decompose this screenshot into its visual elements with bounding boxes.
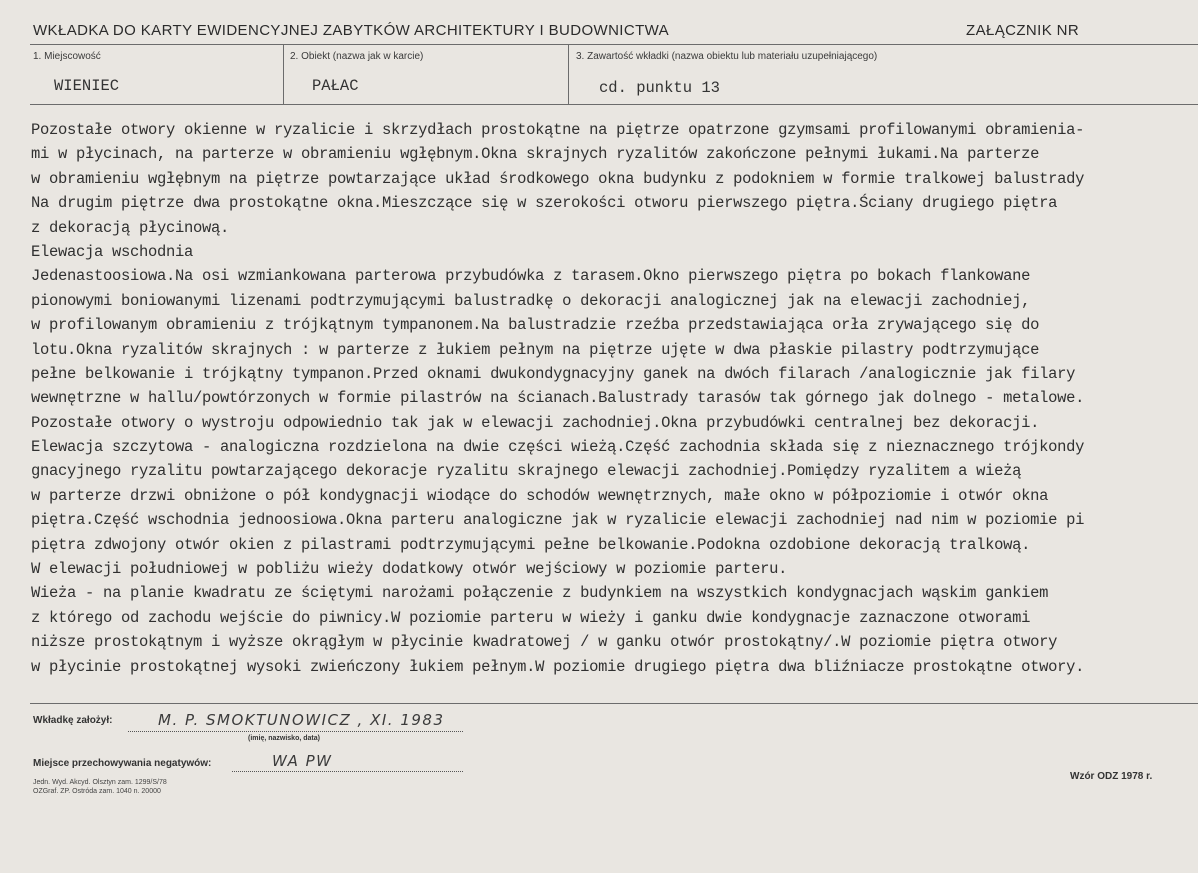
text-line: w parterze drzwi obniżone o pół kondygnacji wiodące do schodów wewnętrznych, małe okno w półpoziomie i otwór okna [31, 486, 1049, 505]
annex-number-label: ZAŁĄCZNIK NR [966, 22, 1080, 39]
text-line: z którego od zachodu wejście do piwnicy.W poziomie parteru w wieży i ganku dwie kondygnacje zaznaczone otworami [31, 608, 1031, 627]
text-line: Jedenastoosiowa.Na osi wzmiankowana parterowa przybudówka z tarasem.Okno pierwszego piętra po bokach flankowane [31, 267, 1031, 286]
object-value: PAŁAC [312, 77, 359, 95]
text-line: niższe prostokątnym i wyższe okrągłym w płycinie kwadratowej / w ganku otwór prostokątny/.W poziomie piętra otwory [31, 633, 1058, 652]
locality-value: WIENIEC [54, 77, 120, 95]
typed-description [31, 118, 1198, 679]
print-info-1: Jedn. Wyd. Akcyd. Olsztyn zam. 1299/S/78 [33, 779, 167, 786]
fields-bottom-rule [30, 104, 1198, 105]
text-line: z dekoracją płycinową. [31, 218, 230, 237]
text-line: Pozostałe otwory okienne w ryzalicie i skrzydłach prostokątne na piętrze opatrzone gzymsami profilowanymi obramienia- [31, 121, 1085, 139]
storage-label: Miejsce przechowywania negatywów: [33, 758, 212, 769]
storage-dotted-line [232, 771, 463, 772]
author-label: Wkładkę założył: [33, 715, 113, 726]
text-line: mi w płycinach, na parterze w obramieniu wgłębnym.Okna skrajnych ryzalitów zakończone pełnymi łukami.Na parterze [31, 145, 1040, 164]
text-line: Elewacja szczytowa - analogiczna rozdzielona na dwie części wieżą.Część zachodnia składa się z nieznacznego trójkondy [31, 438, 1085, 457]
author-dotted-line [128, 731, 463, 732]
field-divider-1 [283, 44, 284, 104]
storage-handwriting: WA PW [272, 752, 333, 770]
text-line: Pozostałe otwory o wystroju odpowiednio tak jak w elewacji zachodniej.Okna przybudówki centralnej bez dekoracji. [31, 413, 1040, 432]
text-line: wewnętrzne w hallu/powtórzonych w formie pilastrów na ścianach.Balustrady tarasów tak górnego jak dolnego - metalowe. [31, 389, 1085, 408]
object-label: 2. Obiekt (nazwa jak w karcie) [290, 51, 424, 62]
form-model: Wzór ODZ 1978 r. [1070, 771, 1153, 782]
text-line: Wieża - na planie kwadratu ze ściętymi narożami połączenie z budynkiem na wszystkich kondygnacjach wąskim gankiem [31, 584, 1049, 603]
text-line: W elewacji południowej w pobliżu wieży dodatkowy otwór wejściowy w poziomie parteru. [31, 560, 788, 579]
text-line: w profilowanym obramieniu z trójkątnym tympanonem.Na balustradzie rzeźba przedstawiająca orła zrywającego się do [31, 316, 1040, 335]
insert-content-label: 3. Zawartość wkładki (nazwa obiektu lub materiału uzupełniającego) [576, 51, 878, 62]
text-line: Elewacja wschodnia [31, 242, 194, 261]
card-title: WKŁADKA DO KARTY EWIDENCYJNEJ ZABYTKÓW ARCHITEKTURY I BUDOWNICTWA [33, 22, 670, 39]
body-bottom-rule [30, 703, 1198, 704]
header-rule [30, 44, 1198, 45]
insert-content-value: cd. punktu 13 [599, 79, 720, 97]
author-handwriting: M. P. SMOKTUNOWICZ , XI. 1983 [158, 711, 445, 729]
text-line: w obramieniu wgłębnym na piętrze powtarzające układ środkowego okna budynku z podokniem w formie tralkowej balustrady [31, 169, 1085, 188]
text-line: w płycinie prostokątnej wysoki zwieńczony łukiem pełnym.W poziomie drugiego piętra dwa bliźniacze prostokątne otwory. [31, 657, 1085, 676]
author-hint: (imię, nazwisko, data) [248, 735, 320, 742]
text-line: piętra zdwojony otwór okien z pilastrami podtrzymującymi pełne belkowanie.Podokna ozdobione dekoracją tralkową. [31, 535, 1031, 554]
text-line: piętra.Część wschodnia jednoosiowa.Okna parteru analogiczne jak w ryzalicie elewacji zachodniej nad nim w poziomie pi [31, 511, 1085, 530]
text-line: Na drugim piętrze dwa prostokątne okna.Mieszczące się w szerokości otworu pierwszego piętra.Ściany drugiego piętra [31, 194, 1058, 213]
text-line: pionowymi boniowanymi lizenami podtrzymującymi balustradkę o dekoracji analogicznej jak na elewacji zachodniej, [31, 291, 1031, 310]
text-line: gnacyjnego ryzalitu powtarzającego dekoracje ryzalitu skrajnego elewacji zachodniej.Pomiędzy ryzalitem a wieżą [31, 462, 1022, 481]
text-line: lotu.Okna ryzalitów skrajnych : w parterze z łukiem pełnym na piętrze ujęte w dwa płaskie pilastry podtrzymujące [31, 340, 1040, 359]
locality-label: 1. Miejscowość [33, 51, 101, 62]
print-info-2: OZGraf. ZP. Ostróda zam. 1040 n. 20000 [33, 788, 161, 795]
field-divider-2 [568, 44, 569, 104]
text-line: pełne belkowanie i trójkątny tympanon.Przed oknami dwukondygnacyjny ganek na dwóch filarach /analogicznie jak filary [31, 364, 1076, 383]
